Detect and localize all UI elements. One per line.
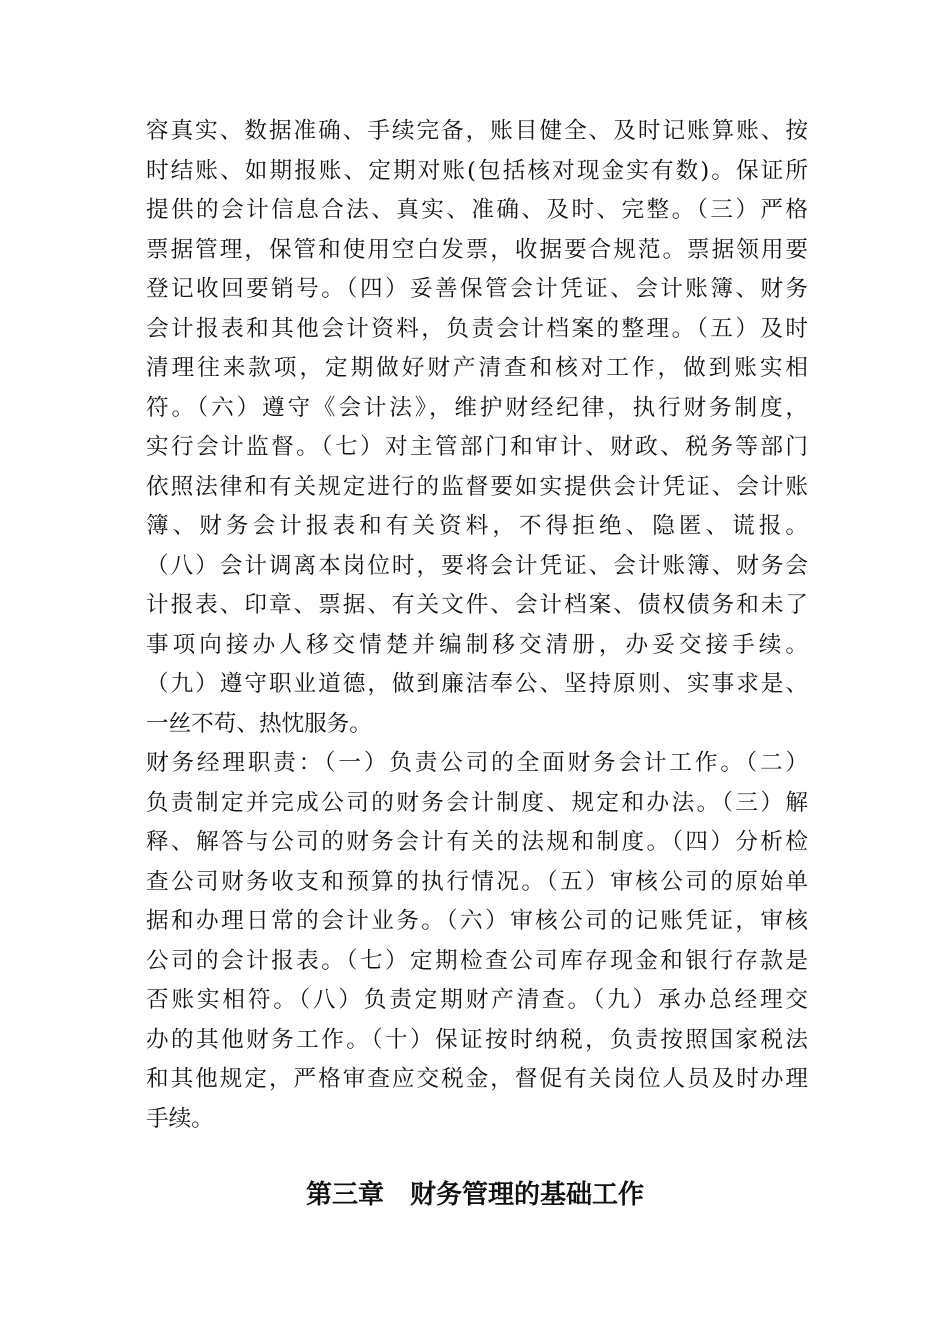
text-line: 实行会计监督。（七）对主管部门和审计、财政、税务等部门: [146, 434, 808, 460]
text-line: 查公司财务收支和预算的执行情况。（五）审核公司的原始单: [146, 868, 808, 895]
paragraph-finance-manager-duties: [146, 744, 808, 1139]
body-text: [146, 112, 808, 1139]
text-line: 释、解答与公司的财务会计有关的法规和制度。（四）分析检: [146, 829, 808, 855]
text-line: 否账实相符。（八）负责定期财产清查。（九）承办总经理交: [146, 987, 808, 1013]
text-line: 会计报表和其他会计资料，负责会计档案的整理。（五）及时: [146, 315, 808, 342]
text-line: 符。（六）遵守《会计法》，维护财经纪律，执行财务制度，: [146, 394, 808, 421]
text-line-last: 手续。: [146, 1105, 214, 1132]
text-line: 办的其他财务工作。（十）保证按时纳税，负责按照国家税法: [146, 1026, 808, 1053]
text-line: 票据管理，保管和使用空白发票，收据要合规范。票据领用要: [146, 236, 808, 263]
text-line: 和其他规定，严格审查应交税金，督促有关岗位人员及时办理: [146, 1066, 808, 1092]
text-line: 时结账、如期报账、定期对账(包括核对现金实有数)。保证所: [146, 157, 808, 184]
text-line: 据和办理日常的会计业务。（六）审核公司的记账凭证，审核: [146, 908, 808, 934]
text-line: 计报表、印章、票据、有关文件、会计档案、债权债务和未了: [146, 592, 808, 618]
text-line: 清理往来款项，定期做好财产清查和核对工作，做到账实相: [146, 355, 808, 381]
text-line: 财务经理职责：（一）负责公司的全面财务会计工作。（二）: [146, 750, 808, 776]
text-line: 登记收回要销号。（四）妥善保管会计凭证、会计账簿、财务: [146, 276, 808, 302]
paragraph-accountant-duties: [146, 112, 808, 744]
text-line-last: 一丝不苟、热忱服务。: [146, 710, 372, 737]
text-line: （九）遵守职业道德，做到廉洁奉公、坚持原则、实事求是、: [146, 671, 808, 697]
text-line: 负责制定并完成公司的财务会计制度、规定和办法。（三）解: [146, 789, 808, 816]
chapter-heading: 第三章 财务管理的基础工作: [305, 1180, 644, 1210]
text-line: 依照法律和有关规定进行的监督要如实提供会计凭证、会计账: [146, 473, 808, 500]
text-line: 提供的会计信息合法、真实、准确、及时、完整。（三）严格: [146, 197, 808, 223]
text-line: 公司的会计报表。（七）定期检查公司库存现金和银行存款是: [146, 947, 808, 974]
text-line: （八）会计调离本岗位时，要将会计凭证、会计账簿、财务会: [146, 552, 808, 579]
text-line: 簿、财务会计报表和有关资料，不得拒绝、隐匿、谎报。: [146, 513, 808, 539]
text-line: 容真实、数据准确、手续完备，账目健全、及时记账算账、按: [146, 118, 808, 144]
text-line: 事项向接办人移交情楚并编制移交清册，办妥交接手续。: [146, 631, 808, 658]
